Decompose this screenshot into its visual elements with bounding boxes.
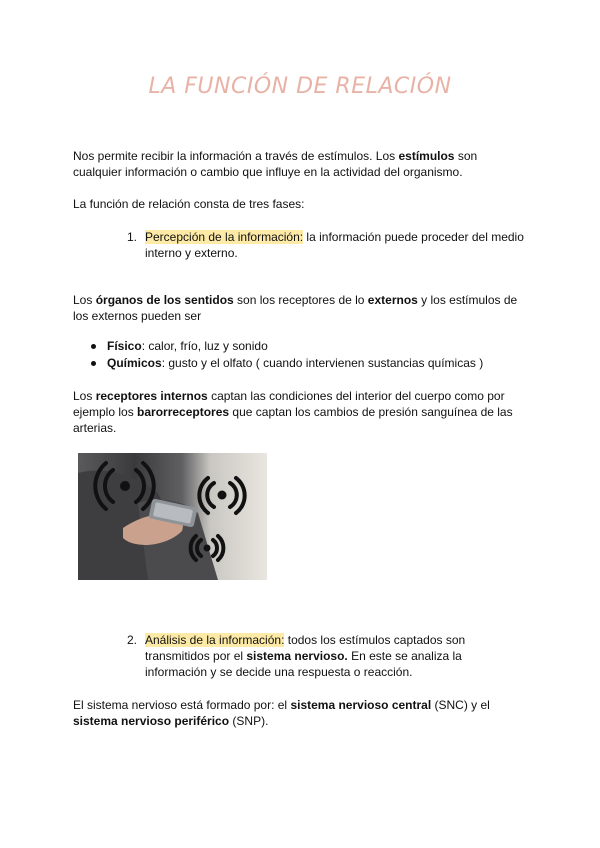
bullet-item: Químicos: gusto y el olfato ( cuando intervienen sustancias químicas ) xyxy=(107,356,484,370)
page-title: LA FUNCIÓN DE RELACIÓN xyxy=(148,74,452,99)
nervous-system-paragraph: El sistema nervioso está formado por: el sistema nervioso central (SNC) y el sistema nervioso periférico (SNP). xyxy=(73,698,490,728)
phase2-number: 2. xyxy=(127,633,138,647)
bullet-item: Físico: calor, frío, luz y sonido xyxy=(107,339,268,353)
phase1-item: Percepción de la información: la información puede proceder del medio interno y externo. xyxy=(145,230,524,260)
bullet-dot xyxy=(91,344,96,349)
phases-intro: La función de relación consta de tres fases: xyxy=(73,197,305,211)
phase2-highlight: Análisis de la información: xyxy=(145,633,285,647)
internal-receptors-paragraph: Los receptores internos captan las condiciones del interior del cuerpo como por ejemplo los barorreceptores que captan los cambios de presión sanguínea de las arterias. xyxy=(73,389,513,435)
organs-paragraph: Los órganos de los sentidos son los receptores de lo externos y los estímulos de los externos pueden ser xyxy=(73,293,518,323)
receptors-photo xyxy=(78,453,267,580)
intro-paragraph: Nos permite recibir la información a través de estímulos. Los estímulos son cualquier información o cambio que influye en la actividad del organismo. xyxy=(73,149,478,179)
phase1-highlight: Percepción de la información: xyxy=(145,230,304,244)
bullet-dot xyxy=(91,361,96,366)
phase2-item: Análisis de la información: todos los estímulos captados son transmitidos por el sistema nervioso. En este se analiza la información y se decide una respuesta o reacción. xyxy=(145,633,466,679)
phase1-number: 1. xyxy=(127,230,138,244)
signal-waves-icon xyxy=(78,453,267,580)
